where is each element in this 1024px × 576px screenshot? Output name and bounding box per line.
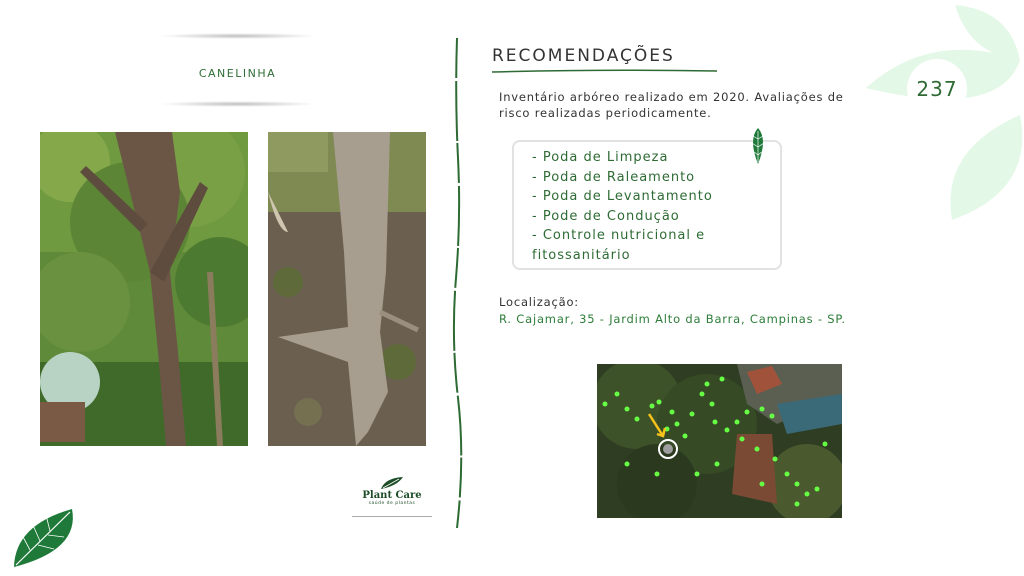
map-tree-dot (603, 402, 608, 407)
logo-tagline: saúde de plantas (368, 501, 416, 506)
leaf-logo-icon (379, 476, 405, 490)
map-tree-dot (657, 400, 662, 405)
map-tree-dot (795, 482, 800, 487)
map-tree-dot (745, 410, 750, 415)
map-tree-dot (770, 414, 775, 419)
intro-text: Inventário arbóreo realizado em 2020. Avaliações de risco realizadas periodicamente. (499, 90, 844, 120)
map-tree-dot (815, 487, 820, 492)
recommendations-list (514, 142, 780, 266)
heading-underline (492, 68, 717, 74)
map-tree-dot (735, 420, 740, 425)
map-tree-dot (760, 407, 765, 412)
map-tree-dot (823, 442, 828, 447)
location-address: R. Cajamar, 35 - Jardim Alto da Barra, Campinas - SP. (499, 312, 846, 326)
map-tree-dot (760, 482, 765, 487)
page-number: 237 (916, 77, 958, 101)
map-tree-dot (805, 492, 810, 497)
map-tree-dot (695, 472, 700, 477)
recommendation-item: - Poda de Levantamento (532, 189, 713, 205)
map-tree-dot (713, 420, 718, 425)
map-tree-dot (670, 410, 675, 415)
map-tree-dot (795, 502, 800, 507)
recommendation-item: - Poda de Limpeza (532, 150, 669, 165)
vertical-divider (450, 38, 464, 528)
tree-trunk-photo (268, 132, 426, 446)
map-tree-dot (773, 457, 778, 462)
map-tree-dot (785, 472, 790, 477)
map-tree-dot (625, 462, 630, 467)
recommendation-item: - Pode de Condução (532, 208, 680, 224)
species-name: CANELINHA (198, 67, 277, 80)
map-tree-dot (675, 422, 680, 427)
section-heading: RECOMENDAÇÕES (492, 46, 675, 66)
map-tree-dot (683, 434, 688, 439)
location-satellite-map (597, 364, 842, 518)
logo-brand: Plant Care (362, 490, 422, 501)
map-tree-dot (715, 462, 720, 467)
leaf-small-icon (748, 127, 768, 165)
leaf-cluster-decoration (860, 0, 1024, 225)
leaf-decoration-icon (10, 505, 80, 570)
location-label: Localização: (499, 295, 579, 309)
recommendation-item: - Poda de Raleamento (532, 169, 696, 185)
map-tree-dot (740, 437, 745, 442)
map-tree-dot (705, 382, 710, 387)
map-tree-dot (755, 447, 760, 452)
map-tree-dot (625, 407, 630, 412)
map-tree-dot (690, 412, 695, 417)
recommendations-card (512, 140, 782, 270)
recommendation-item: - Controle nutricional e fitossanitário (532, 228, 706, 263)
map-tree-dot (710, 402, 715, 407)
map-tree-dot (635, 417, 640, 422)
map-tree-dot (650, 404, 655, 409)
species-title-card (150, 33, 325, 107)
map-tree-dot (700, 392, 705, 397)
map-tree-dot (725, 428, 730, 433)
map-tree-dot (615, 392, 620, 397)
map-tree-dot (655, 472, 660, 477)
map-tree-dot (720, 377, 725, 382)
tree-canopy-photo (40, 132, 248, 446)
plant-care-logo (352, 476, 432, 526)
